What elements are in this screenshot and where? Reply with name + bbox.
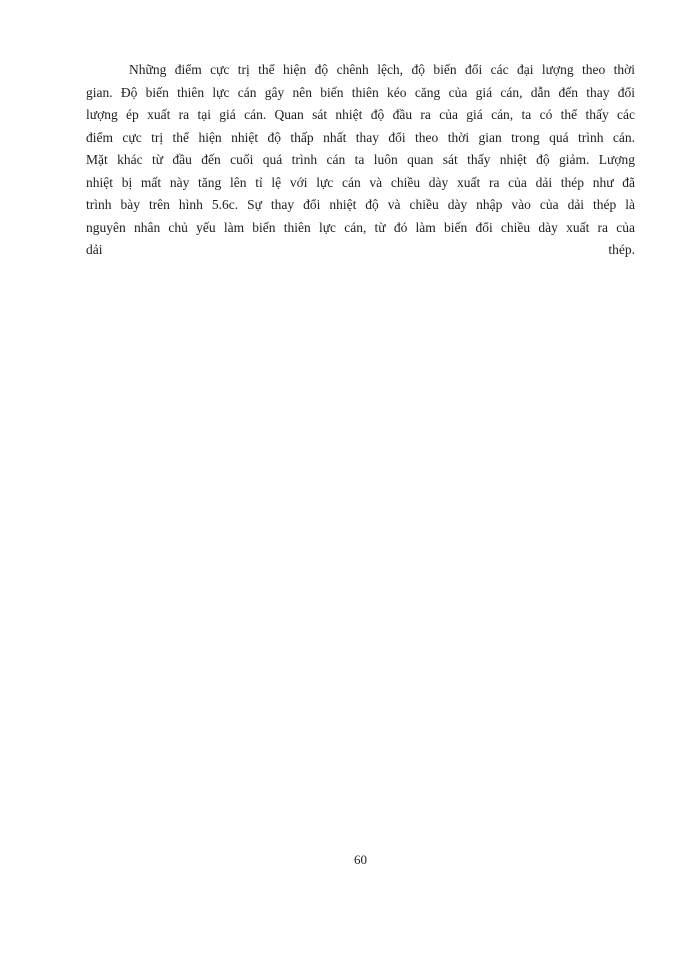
paragraph-line: trình bày trên hình 5.6c. Sự thay đổi nhiệt độ và chiều dày nhập vào của dải thép là xyxy=(86,197,635,212)
paragraph-line: dải thép. xyxy=(86,242,635,257)
paragraph-line: nguyên nhân chủ yếu làm biến thiên lực cán, từ đó làm biến đổi chiều dày xuất ra của xyxy=(86,219,635,235)
paragraph-line: gian. Độ biến thiên lực cán gây nên biến thiên kéo căng của giá cán, dẫn đến thay đổi xyxy=(86,84,635,100)
paragraph-line: nhiệt bị mất này tăng lên tỉ lệ với lực cán và chiều dày xuất ra của dải thép như đã xyxy=(86,174,635,190)
paragraph-line: lượng ép xuất ra tại giá cán. Quan sát nhiệt độ đầu ra của giá cán, ta có thể thấy các xyxy=(86,107,635,122)
page-number: 60 xyxy=(354,852,367,867)
paragraph-line: Những điểm cực trị thể hiện độ chênh lệch, độ biến đổi các đại lượng theo thời xyxy=(129,62,635,77)
body-paragraph xyxy=(86,59,635,262)
paragraph-line: Mặt khác từ đầu đến cuối quá trình cán ta luôn quan sát thấy nhiệt độ giảm. Lượng xyxy=(86,152,635,167)
paragraph-line: điểm cực trị thể hiện nhiệt độ thấp nhất thay đổi theo thời gian trong quá trình cán. xyxy=(86,129,635,145)
